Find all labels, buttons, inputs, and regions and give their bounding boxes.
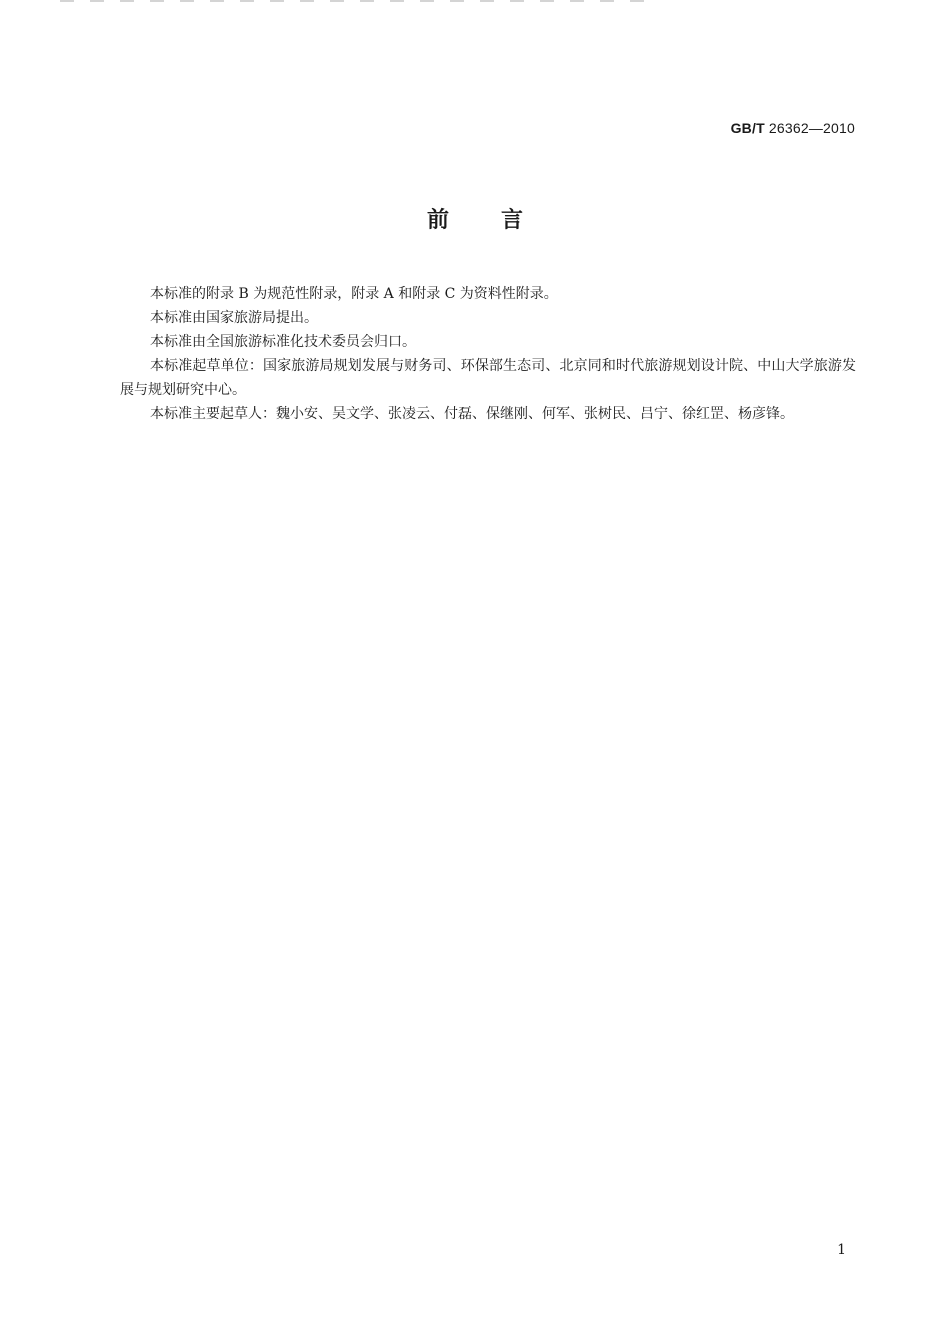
- foreword-body: [120, 282, 856, 426]
- paragraph-centralized: 本标准由全国旅游标准化技术委员会归口。: [150, 334, 416, 350]
- paragraph-proposer: 本标准由国家旅游局提出。: [150, 310, 318, 326]
- standard-code-prefix: GB/T: [730, 120, 765, 136]
- page-number: 1: [837, 1242, 846, 1258]
- page-title: 前言: [426, 208, 575, 233]
- standard-code: [731, 120, 855, 136]
- paragraph-appendix: 本标准的附录 B 为规范性附录，附录 A 和附录 C 为资料性附录。: [150, 286, 558, 302]
- scan-artifact-line: [60, 0, 660, 2]
- paragraph-drafting-units: 本标准起草单位：国家旅游局规划发展与财务司、环保部生态司、北京同和时代旅游规划设计院、中山大学旅游发展与规划研究中心。: [120, 358, 856, 398]
- standard-code-number: 26362—2010: [768, 120, 855, 136]
- paragraph-drafters: 本标准主要起草人：魏小安、吴文学、张凌云、付磊、保继刚、何军、张树民、吕宁、徐红罡、杨彦锋。: [150, 406, 794, 422]
